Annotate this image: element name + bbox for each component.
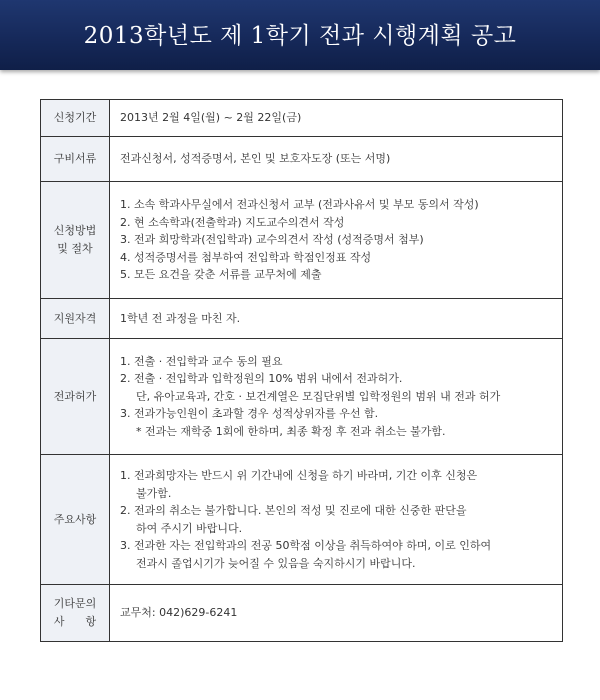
content-line: * 전과는 재학중 1회에 한하며, 최종 확정 후 전과 취소는 불가함. [136, 424, 446, 438]
content-line: 1. 전출 · 전입학과 교수 동의 필요 [120, 354, 283, 368]
content-line: 4. 성적증명서를 첨부하여 전입학과 학점인정표 작성 [120, 250, 372, 264]
content-line: 1학년 전 과정을 마친 자. [120, 311, 241, 325]
content-line: 2. 전출 · 전입학과 입학정원의 10% 범위 내에서 전과허가. [120, 372, 403, 386]
table-row-eligibility [41, 299, 562, 339]
header-banner [0, 0, 600, 70]
page-title: 2013학년도 제 1학기 전과 시행계획 공고 [83, 23, 517, 49]
content-line: 전과시 졸업시기가 늦어질 수 있음을 숙지하시기 바랍니다. [136, 556, 416, 570]
content-line: 2. 현 소속학과(전출학과) 지도교수의견서 작성 [120, 215, 345, 229]
row-content [110, 299, 562, 338]
row-label-line: 및 절차 [57, 242, 93, 255]
row-content [110, 339, 562, 454]
content-line: 교무처: 042)629-6241 [120, 606, 238, 620]
row-content [110, 585, 562, 641]
content-line: 3. 전과가능인원이 초과할 경우 성적상위자를 우선 함. [120, 407, 379, 421]
table-row-period [41, 100, 562, 137]
row-label-line: 사 항 [53, 615, 97, 628]
row-label: 지원자격 [41, 299, 110, 338]
row-label-line: 신청방법 [53, 224, 97, 237]
content-line: 하여 주시기 바랍니다. [136, 521, 243, 535]
content-line: 전과신청서, 성적증명서, 본인 및 보호자도장 (또는 서명) [120, 152, 391, 166]
content-line: 1. 소속 학과사무실에서 전과신청서 교부 (전과사유서 및 부모 동의서 작성) [120, 198, 479, 212]
content-line: 5. 모든 요건을 갖춘 서류를 교무처에 제출 [120, 268, 322, 282]
content-line: 1. 전과희망자는 반드시 위 기간내에 신청을 하기 바라며, 기간 이후 신청은 [120, 469, 478, 482]
row-content [110, 182, 562, 298]
row-label: 전과허가 [41, 339, 110, 454]
table-row-other [41, 585, 562, 641]
content-line: 2. 전과의 취소는 불가합니다. 본인의 적성 및 진로에 대한 신중한 판단을 [120, 504, 467, 517]
table-row-documents [41, 137, 562, 182]
content-line: 2013년 2월 4일(월) ~ 2월 22일(금) [120, 111, 302, 125]
content-line: 단, 유아교육과, 간호 · 보건계열은 모집단위별 입학정원의 범위 내 전과 허가 [136, 389, 501, 403]
row-label: 주요사항 [41, 455, 110, 584]
content-line: 3. 전과한 자는 전입학과의 전공 50학점 이상을 취득하여야 하며, 이로 인하여 [120, 539, 492, 552]
row-content [110, 455, 562, 584]
table-row-notes [41, 455, 562, 585]
row-content [110, 137, 562, 181]
row-content [110, 100, 562, 136]
announcement-table [40, 99, 563, 642]
row-label: 신청기간 [41, 100, 110, 136]
row-label-line: 기타문의 [53, 597, 97, 610]
content-line: 3. 전과 희망학과(전입학과) 교수의견서 작성 (성적증명서 첨부) [120, 233, 424, 247]
content-line: 불가함. [136, 486, 172, 500]
row-label: 구비서류 [41, 137, 110, 181]
row-label [41, 585, 110, 641]
row-label [41, 182, 110, 298]
table-row-method [41, 182, 562, 299]
table-row-permission [41, 339, 562, 455]
